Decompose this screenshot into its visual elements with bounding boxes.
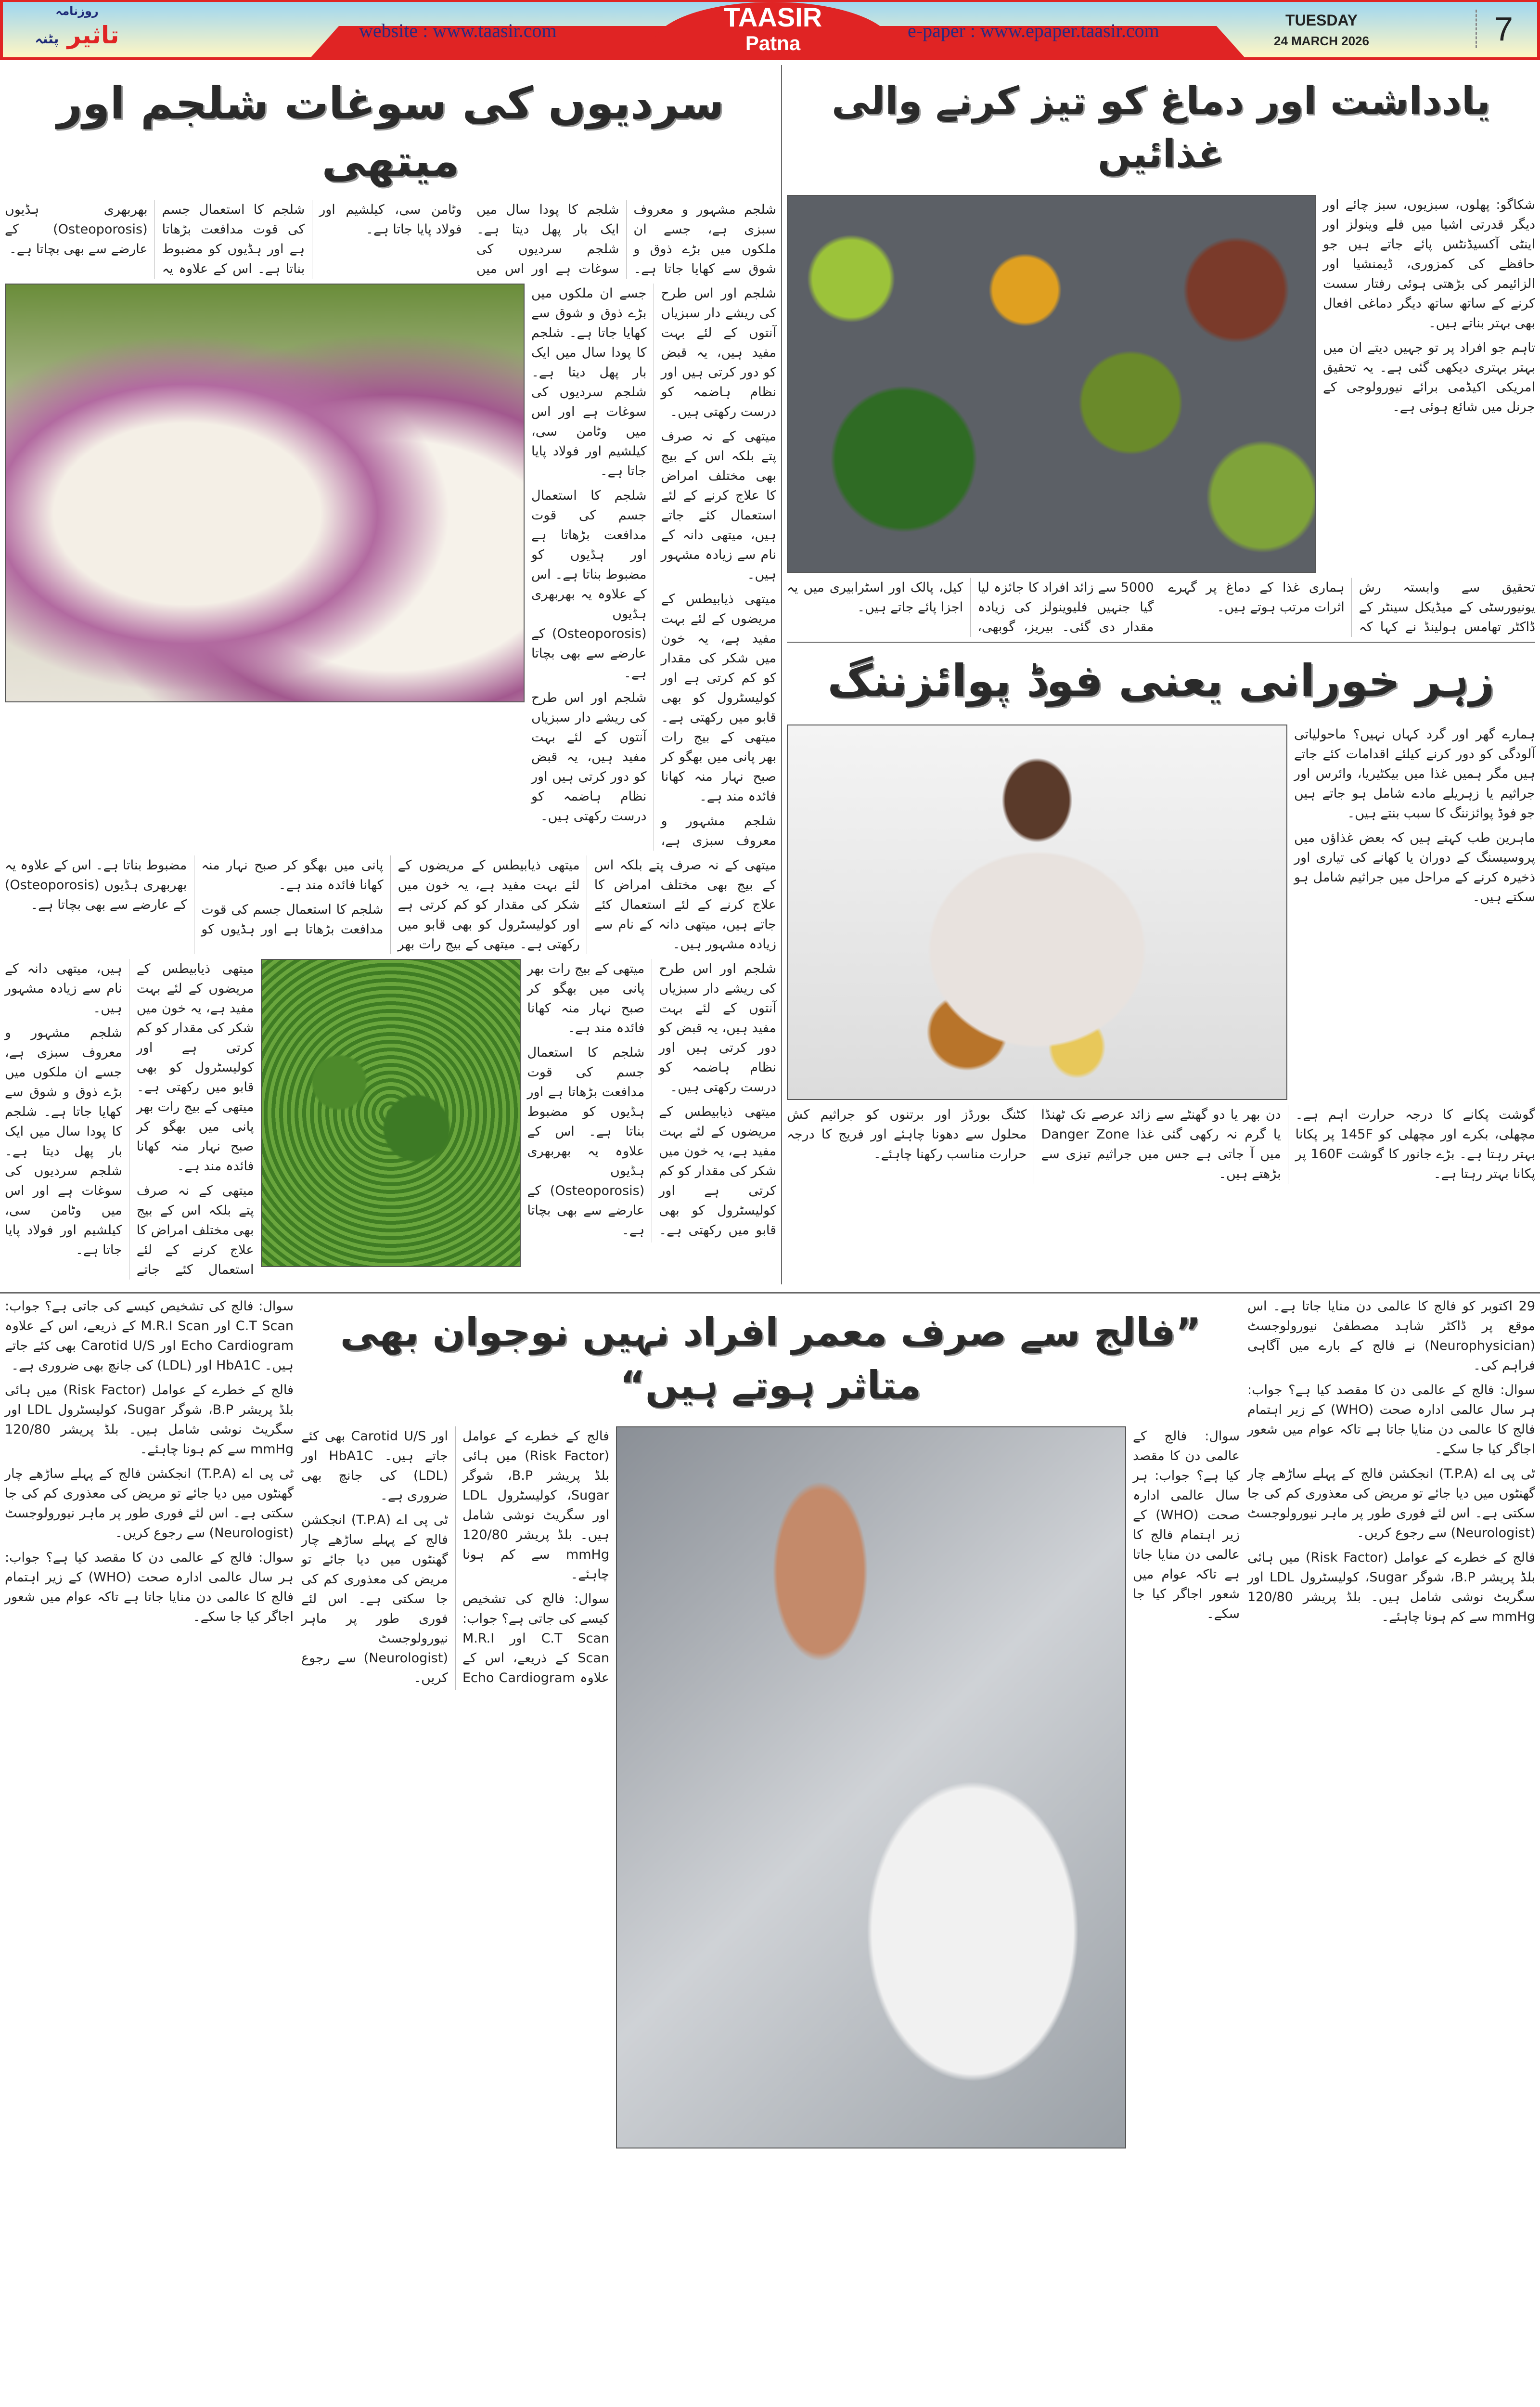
newspaper-logo [14, 4, 140, 56]
paragraph: ماہرین طب کہتے ہیں کہ بعض غذاؤں میں پروسیسنگ کے دوران یا کھانے کی تیاری اور ذخیرہ کرنے کے مراحل میں جراثیم شامل ہو سکتے ہیں۔ [1294, 830, 1535, 905]
article-stroke-body-left [5, 1296, 294, 2153]
article-stroke-body-mid-left [301, 1426, 609, 1690]
article-turnip-middle [5, 855, 776, 954]
article-turnip-intro [5, 200, 776, 279]
issue-date: 24 MARCH 2026 [1274, 34, 1369, 48]
top-section [0, 60, 1540, 1289]
paragraph: فالج کے خطرے کے عوامل (Risk Factor) میں ہائی بلڈ پریشر B.P، شوگر Sugar، کولیسٹرول LDL اور سگریٹ نوشی شامل ہیں۔ بلڈ پریشر 120/80 mmHg سے کم ہونا چاہئے۔ [462, 1429, 609, 1582]
section-divider [0, 1292, 1540, 1294]
headline-memory: یادداشت اور دماغ کو تیز کرنے والی غذائیں [831, 78, 1491, 176]
fenugreek-photo [261, 959, 521, 1267]
paragraph: شلجم کا استعمال جسم کی قوت مدافعت بڑھاتا ہے اور ہڈیوں کو مضبوط بناتا ہے۔ اس کے علاوہ یہ بھربھری ہڈیوں (Osteoporosis) کے عارضے سے بھی بچاتا ہے۔ [5, 858, 384, 937]
paragraph: سوال: فالج کے عالمی دن کا مقصد کیا ہے؟ جواب: ہر سال عالمی ادارہ صحت (WHO) کے زیر اہتمام فالج کا عالمی دن منایا جاتا ہے تاکہ عوام میں شعور اجاگر کیا جا سکے۔ [1247, 1383, 1536, 1457]
website-link[interactable]: website : www.taasir.com [359, 20, 557, 41]
masthead [0, 0, 1540, 60]
logo-name: تاثیر [67, 21, 119, 49]
paragraph: کٹنگ بورڈز اور برتنوں کو جراثیم کش محلول سے دھونا چاہئے اور فریج کا درجہ حرارت مناسب رکھنا چاہئے۔ [787, 1107, 1027, 1162]
logo-daily: روزنامہ [55, 4, 99, 18]
article-turnip-left [5, 959, 254, 1280]
right-column [782, 65, 1540, 1284]
headline-food-poisoning: زہر خورانی یعنی فوڈ پوائزننگ [787, 642, 1535, 720]
memory-photo-row [787, 195, 1535, 573]
paragraph: میتھی کے نہ صرف پتے بلکہ اس کے بیج بھی مختلف امراض کا علاج کرنے کے لئے استعمال کئے جاتے ہیں، میتھی دانہ کے نام سے زیادہ مشہور ہیں۔ [5, 961, 254, 1277]
stroke-patient-photo [616, 1426, 1126, 2148]
paragraph: شلجم کا استعمال جسم کی قوت مدافعت بڑھاتا ہے اور ہڈیوں کو مضبوط بناتا ہے۔ اس کے علاوہ یہ بھربھری ہڈیوں (Osteoporosis) کے عارضے سے بھی بچاتا ہے۔ [531, 488, 647, 681]
paragraph: شکاگو: پھلوں، سبزیوں، سبز چائے اور دیگر قدرتی اشیا میں فلے وینولز اور اینٹی آکسیڈنٹس پائے جاتے ہیں جو حافظے کی کمزوری، ڈیمنشیا اور الزائیمر کی بڑھتی ہوئی رفتار سست کرنے کے ساتھ ساتھ دیگر دماغی افعال بھی بہتر بناتے ہیں۔ [1323, 197, 1535, 331]
paragraph: 5000 سے زائد افراد کا جائزہ لیا گیا جنہیں فلیوینولز کی زیادہ مقدار دی گئی۔ بیریز، گوبھی، کیل، پالک اور اسٹرابیری میں یہ اجزا پائے جاتے ہیں۔ [787, 580, 1154, 634]
paragraph: میتھی کے نہ صرف پتے بلکہ اس کے بیج بھی مختلف امراض کا علاج کرنے کے لئے استعمال کئے جاتے ہیں، میتھی دانہ کے نام سے زیادہ مشہور ہیں۔ [661, 429, 776, 582]
issue-day: TUESDAY [1285, 12, 1358, 29]
article-poisoning-body-a [1294, 725, 1535, 912]
paragraph: دن بھر یا دو گھنٹے سے زائد عرصے تک ٹھنڈا یا گرم نہ رکھی گئی غذا Danger Zone میں آ جاتی ہے جس میں جراثیم تیزی سے بڑھتے ہیں۔ [1041, 1107, 1281, 1181]
paragraph: ہمارے گھر اور گرد کہاں نہیں؟ ماحولیاتی آلودگی کو دور کرنے کیلئے اقدامات کئے جاتے ہیں مگر ہمیں غذا میں بیکٹیریا، وائرس اور جراثیم یا زہریلے مادے شامل ہو جاتے ہیں جو فوڈ پوائزننگ کا سبب بنتے ہیں۔ [1294, 727, 1535, 821]
paragraph: شلجم اور اس طرح کی ریشے دار سبزیاں آنتوں کے لئے بہت مفید ہیں، یہ قبض کو دور کرتی ہیں اور نظام ہاضمہ کو درست رکھتی ہیں۔ [659, 961, 776, 1095]
page-number: 7 [1476, 10, 1513, 48]
article-stroke-body-right [1247, 1296, 1535, 2153]
paragraph: 29 اکتوبر کو فالج کا عالمی دن منایا جاتا ہے۔ اس موقع پر ڈاکٹر شاہد مصطفیٰ نیورولوجسٹ (Neurophysician) نے فالج کے بارے میں آگاہی فراہم کی۔ [1247, 1299, 1535, 1373]
brand-city: Patna [745, 32, 801, 54]
article-poisoning-body-b [787, 1105, 1535, 1184]
article-turnip [0, 65, 782, 1284]
paragraph: تحقیق سے وابستہ رش یونیورسٹی کے میڈیکل سینٹر کے ڈاکٹر تھامس ہولینڈ نے کہا کہ ہماری غذا کے دماغ پر گہرے اثرات مرتب ہوتے ہیں۔ [1168, 580, 1535, 634]
paragraph: سوال: فالج کے عالمی دن کا مقصد کیا ہے؟ جواب: ہر سال عالمی ادارہ صحت (WHO) کے زیر اہتمام فالج کا عالمی دن منایا جاتا ہے تاکہ عوام میں شعور اجاگر کیا جا سکے۔ [5, 1550, 294, 1624]
article-stroke [0, 1296, 1540, 2153]
fenugreek-photo-row [5, 959, 776, 1280]
article-memory-body-a [1323, 195, 1535, 422]
paragraph: تاہم جو افراد پر تو جہیں دیتے ان میں بہتر بہتری دیکھی گئی ہے۔ یہ تحقیق امریکی اکیڈمی برائے نیورولوجی کے جرنل میں شائع ہوئی ہے۔ [1323, 340, 1535, 414]
stroke-photo-row [301, 1426, 1240, 2148]
headline-turnip: سردیوں کی سوغات شلجم اور میتھی [57, 78, 724, 187]
epaper-link[interactable]: e-paper : www.epaper.taasir.com [908, 20, 1159, 41]
paragraph: گوشت پکانے کا درجہ حرارت اہم ہے۔ مچھلی، بکرے اور مچھلی کو 145F پر پکانا بہتر رہتا ہے۔ بڑے جانور کا گوشت 160F پر پکانا بہتر رہتا ہے۔ [1295, 1107, 1536, 1181]
brain-foods-photo [787, 195, 1316, 573]
paragraph: سوال: فالج کی تشخیص کیسے کی جاتی ہے؟ جواب: C.T Scan اور M.R.I Scan کے ذریعے، اس کے علاوہ Echo Cardiogram اور Carotid U/S بھی کئے جاتے ہیں۔ HbA1C اور (LDL) کی جانچ بھی ضروری ہے۔ [301, 1429, 610, 1685]
paragraph: میتھی ذیابیطس کے مریضوں کے لئے بہت مفید ہے، یہ خون میں شکر کی مقدار کو کم کرتی ہے اور کولیسٹرول کو بھی قابو میں رکھتی ہے۔ میتھی کے بیج رات بھر پانی میں بھگو کر صبح نہار منہ کھانا فائدہ مند ہے۔ [136, 961, 254, 1174]
paragraph: میتھی ذیابیطس کے مریضوں کے لئے بہت مفید ہے، یہ خون میں شکر کی مقدار کو کم کرتی ہے اور کولیسٹرول کو بھی قابو میں رکھتی ہے۔ میتھی کے بیج رات بھر پانی میں بھگو کر صبح نہار منہ کھانا فائدہ مند ہے۔ [201, 858, 580, 952]
logo-city: پٹنہ [35, 31, 59, 47]
paragraph: شلجم مشہور و معروف سبزی ہے، جسے ان ملکوں میں بڑے ذوق و شوق سے کھایا جاتا ہے۔ شلجم کا پودا سال میں ایک بار پھل دیتا ہے۔ شلجم سردیوں کی سوغات ہے اور اس میں وٹامن سی، کیلشیم اور فولاد پایا جاتا ہے۔ [5, 1025, 122, 1257]
paragraph: میتھی ذیابیطس کے مریضوں کے لئے بہت مفید ہے، یہ خون میں شکر کی مقدار کو کم کرتی ہے اور کولیسٹرول کو بھی قابو میں رکھتی ہے۔ میتھی کے بیج رات بھر پانی میں بھگو کر صبح نہار منہ کھانا فائدہ مند ہے۔ [527, 961, 776, 1238]
paragraph: ٹی پی اے (T.P.A) انجکشن فالج کے پہلے ساڑھے چار گھنٹوں میں دیا جائے تو مریض کی معذوری کم کی جا سکتی ہے۔ اس لئے فوری طور پر ماہر نیورولوجسٹ (Neurologist) سے رجوع کریں۔ [301, 1513, 448, 1685]
paragraph: فالج کے خطرے کے عوامل (Risk Factor) میں ہائی بلڈ پریشر B.P، شوگر Sugar، کولیسٹرول LDL اور سگریٹ نوشی شامل ہیں۔ بلڈ پریشر 120/80 mmHg سے کم ہونا چاہئے۔ [1247, 1550, 1536, 1624]
paragraph: میتھی کے نہ صرف پتے بلکہ اس کے بیج بھی مختلف امراض کا علاج کرنے کے لئے استعمال کئے جاتے ہیں، میتھی دانہ کے نام سے زیادہ مشہور ہیں۔ [594, 858, 776, 952]
turnip-photo-row [5, 284, 776, 851]
paragraph: شلجم اور اس طرح کی ریشے دار سبزیاں آنتوں کے لئے بہت مفید ہیں، یہ قبض کو دور کرتی ہیں اور نظام ہاضمہ کو درست رکھتی ہیں۔ [661, 286, 776, 419]
paragraph: شلجم کا استعمال جسم کی قوت مدافعت بڑھاتا ہے اور ہڈیوں کو مضبوط بناتا ہے۔ اس کے علاوہ یہ بھربھری ہڈیوں (Osteoporosis) کے عارضے سے بھی بچاتا ہے۔ [5, 202, 305, 276]
brand-name: TAASIR [723, 2, 822, 32]
article-memory-body-b [787, 578, 1535, 637]
headline-stroke: ”فالج سے صرف معمر افراد نہیں نوجوان بھی متاثر ہوتے ہیں“ [340, 1310, 1201, 1408]
stroke-center [301, 1296, 1240, 2153]
paragraph: سوال: فالج کی تشخیص کیسے کی جاتی ہے؟ جواب: C.T Scan اور M.R.I Scan کے ذریعے، اس کے علاوہ Echo Cardiogram اور Carotid U/S بھی کئے جاتے ہیں۔ HbA1C اور (LDL) کی جانچ بھی ضروری ہے۔ [5, 1299, 294, 1373]
article-turnip-side [531, 284, 776, 851]
paragraph: شلجم کا استعمال جسم کی قوت مدافعت بڑھاتا ہے اور ہڈیوں کو مضبوط بناتا ہے۔ اس کے علاوہ یہ بھربھری ہڈیوں (Osteoporosis) کے عارضے سے بھی بچاتا ہے۔ [527, 1045, 645, 1238]
paragraph: ٹی پی اے (T.P.A) انجکشن فالج کے پہلے ساڑھے چار گھنٹوں میں دیا جائے تو مریض کی معذوری کم کی جا سکتی ہے۔ اس لئے فوری طور پر ماہر نیورولوجسٹ (Neurologist) سے رجوع کریں۔ [5, 1466, 294, 1540]
paragraph: ٹی پی اے (T.P.A) انجکشن فالج کے پہلے ساڑھے چار گھنٹوں میں دیا جائے تو مریض کی معذوری کم کی جا سکتی ہے۔ اس لئے فوری طور پر ماہر نیورولوجسٹ (Neurologist) سے رجوع کریں۔ [1247, 1466, 1535, 1540]
paragraph: فالج کے خطرے کے عوامل (Risk Factor) میں ہائی بلڈ پریشر B.P، شوگر Sugar، کولیسٹرول LDL اور سگریٹ نوشی شامل ہیں۔ بلڈ پریشر 120/80 mmHg سے کم ہونا چاہئے۔ [5, 1383, 294, 1457]
brand [653, 3, 893, 55]
paragraph: سوال: فالج کے عالمی دن کا مقصد کیا ہے؟ جواب: ہر سال عالمی ادارہ صحت (WHO) کے زیر اہتمام فالج کا عالمی دن منایا جاتا ہے تاکہ عوام میں شعور اجاگر کیا جا سکے۔ [1133, 1429, 1240, 1621]
paragraph: میتھی ذیابیطس کے مریضوں کے لئے بہت مفید ہے، یہ خون میں شکر کی مقدار کو کم کرتی ہے اور کولیسٹرول کو بھی قابو میں رکھتی ہے۔ میتھی کے بیج رات بھر پانی میں بھگو کر صبح نہار منہ کھانا فائدہ مند ہے۔ [661, 592, 776, 804]
paragraph: شلجم مشہور و معروف سبزی ہے، جسے ان ملکوں میں بڑے ذوق و شوق سے کھایا جاتا ہے۔ شلجم کا پودا سال میں ایک بار پھل دیتا ہے۔ شلجم سردیوں کی سوغات ہے اور اس میں وٹامن سی، کیلشیم اور فولاد پایا جاتا ہے۔ [531, 286, 776, 848]
turnip-photo [5, 284, 525, 702]
paragraph: شلجم اور اس طرح کی ریشے دار سبزیاں آنتوں کے لئے بہت مفید ہیں، یہ قبض کو دور کرتی ہیں اور نظام ہاضمہ کو درست رکھتی ہیں۔ [531, 690, 647, 824]
article-stroke-body-mid-right [1133, 1426, 1240, 1629]
poisoning-photo-row [787, 725, 1535, 1100]
food-poisoning-photo [787, 725, 1287, 1100]
paragraph: شلجم مشہور و معروف سبزی ہے، جسے ان ملکوں میں بڑے ذوق و شوق سے کھایا جاتا ہے۔ شلجم کا پودا سال میں ایک بار پھل دیتا ہے۔ شلجم سردیوں کی سوغات ہے اور اس میں وٹامن سی، کیلشیم اور فولاد پایا جاتا ہے۔ [319, 202, 776, 276]
article-turnip-right [527, 959, 777, 1242]
